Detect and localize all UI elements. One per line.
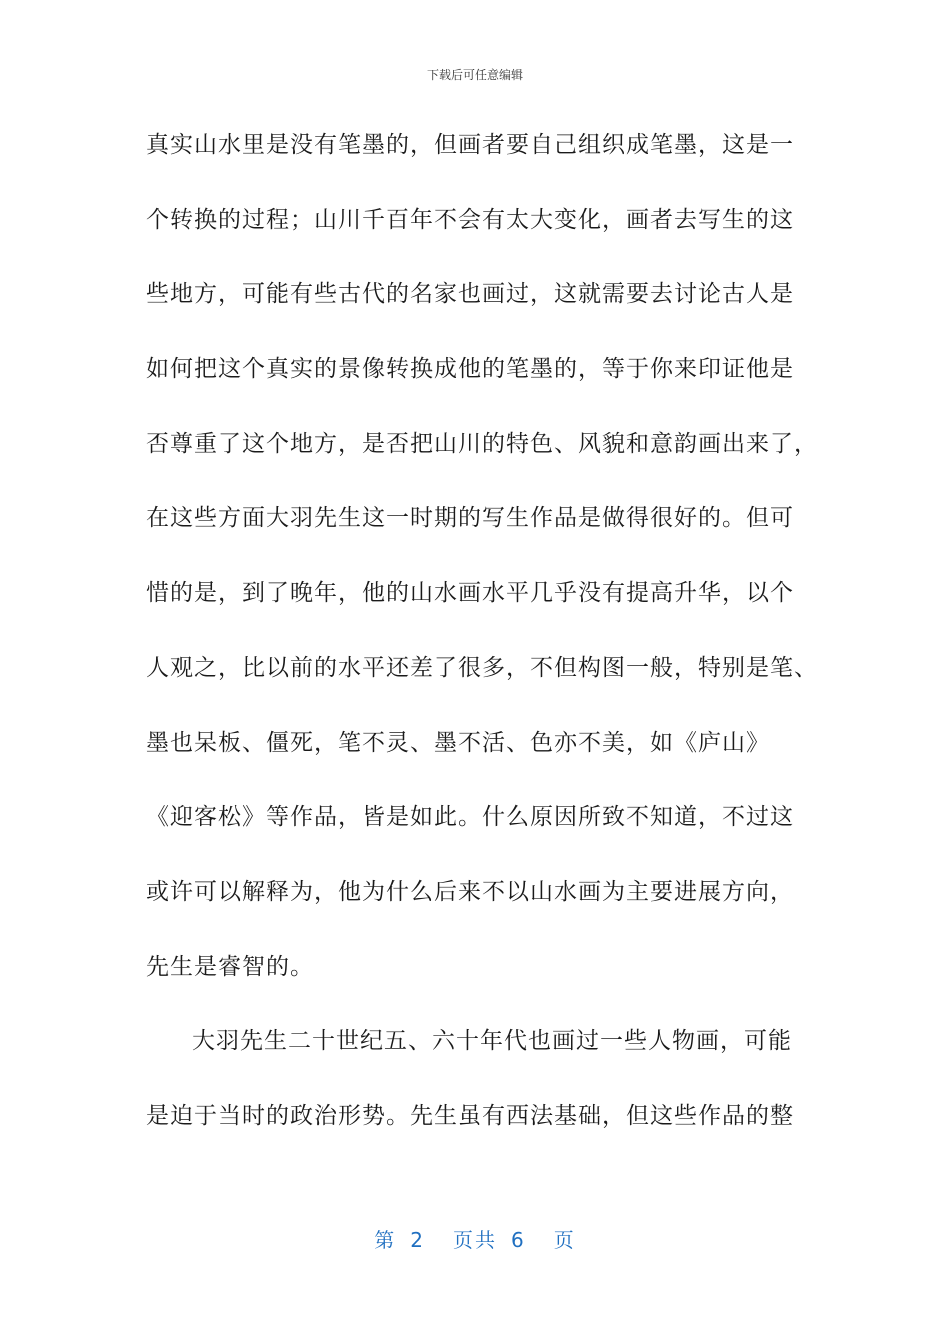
text-line: 否尊重了这个地方，是否把山川的特色、风貌和意韵画出来了， (146, 430, 818, 457)
text-line: 《迎客松》等作品，皆是如此。什么原因所致不知道，不过这 (146, 804, 794, 831)
text-line: 些地方，可能有些古代的名家也画过，这就需要去讨论古人是 (146, 281, 794, 308)
text-line: 在这些方面大羽先生这一时期的写生作品是做得很好的。但可 (146, 505, 794, 532)
text-line: 人观之，比以前的水平还差了很多，不但构图一般，特别是笔、 (146, 654, 818, 681)
body-text (146, 121, 818, 1167)
footer-suffix: 页 (553, 1228, 576, 1252)
text-line: 真实山水里是没有笔墨的，但画者要自己组织成笔墨，这是一 (146, 132, 794, 158)
footer-middle: 页共 (453, 1228, 497, 1252)
header-note: 下载后可任意编辑 (426, 68, 523, 82)
text-line: 墨也呆板、僵死，笔不灵、墨不活、色亦不美，如《庐山》 (146, 729, 770, 756)
footer-prefix: 第 (374, 1228, 397, 1252)
text-line: 如何把这个真实的景像转换成他的笔墨的，等于你来印证他是 (146, 356, 794, 383)
total-pages-number: 6 (511, 1228, 526, 1252)
text-line: 是迫于当时的政治形势。先生虽有西法基础，但这些作品的整 (146, 1102, 794, 1129)
text-line: 惜的是，到了晚年，他的山水画水平几乎没有提高升华，以个 (146, 580, 794, 607)
page-footer (0, 1224, 950, 1253)
text-line: 或许可以解释为，他为什么后来不以山水画为主要进展方向， (146, 878, 794, 905)
text-line: 先生是睿智的。 (146, 953, 314, 980)
text-line: 个转换的过程；山川千百年不会有太大变化，画者去写生的这 (146, 206, 794, 233)
current-page-number: 2 (410, 1228, 425, 1252)
paragraph-first-line: 大羽先生二十世纪五、六十年代也画过一些人物画，可能 (192, 1028, 792, 1055)
